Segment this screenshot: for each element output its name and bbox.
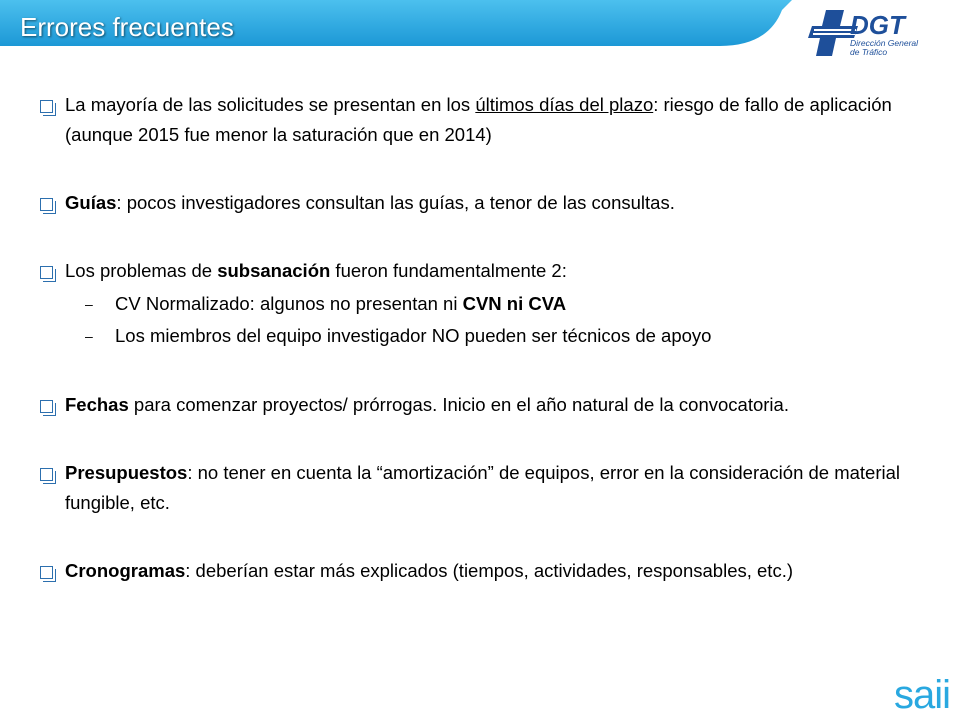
- sub-item-members: – Los miembros del equipo investigador NO pueden ser técnicos de apoyo: [65, 320, 920, 352]
- sub-list: [65, 288, 920, 352]
- dgt-logo-subtitle-2: de Tráfico: [850, 47, 888, 57]
- bullet-item-guides: Guías: pocos investigadores consultan las guías, a tenor de las consultas.: [40, 188, 920, 218]
- checkbox-bullet-icon: [40, 198, 53, 211]
- bullet-item-deadline: La mayoría de las solicitudes se presentan en los últimos días del plazo: riesgo de fallo de aplicación (aunque 2015 fue menor la saturación que en 2014): [40, 90, 920, 150]
- page-title: Errores frecuentes: [20, 12, 234, 42]
- sub-item-cv: – CV Normalizado: algunos no presentan ni CVN ni CVA: [65, 288, 920, 320]
- checkbox-bullet-icon: [40, 566, 53, 579]
- dash-bullet-icon: –: [85, 328, 93, 344]
- dash-bullet-icon: –: [85, 296, 93, 312]
- bullet-list: [40, 90, 920, 586]
- underlined-phrase: últimos días del plazo: [475, 94, 654, 115]
- bullet-item-dates: Fechas para comenzar proyectos/ prórrogas. Inicio en el año natural de la convocatoria.: [40, 390, 920, 420]
- bullet-item-budgets: Presupuestos: no tener en cuenta la “amortización” de equipos, error en la consideración de material fungible, etc.: [40, 458, 920, 518]
- checkbox-bullet-icon: [40, 266, 53, 279]
- checkbox-bullet-icon: [40, 400, 53, 413]
- saii-logo-name: saii: [894, 673, 951, 716]
- bullet-item-subsanacion: Los problemas de subsanación fueron fundamentalmente 2: – CV Normalizado: algunos no presentan ni CVN ni CVA – Los miembros del equipo investigador NO pueden ser técnicos de apoyo: [40, 256, 920, 352]
- bullet-item-schedules: Cronogramas: deberían estar más explicados (tiempos, actividades, responsables, etc.): [40, 556, 920, 586]
- dgt-logo-name: DGT: [850, 10, 905, 40]
- checkbox-bullet-icon: [40, 468, 53, 481]
- checkbox-bullet-icon: [40, 100, 53, 113]
- dgt-logo: [808, 4, 958, 62]
- dgt-logo-subtitle-1: Dirección General: [850, 38, 919, 48]
- saii-logo: [892, 664, 958, 716]
